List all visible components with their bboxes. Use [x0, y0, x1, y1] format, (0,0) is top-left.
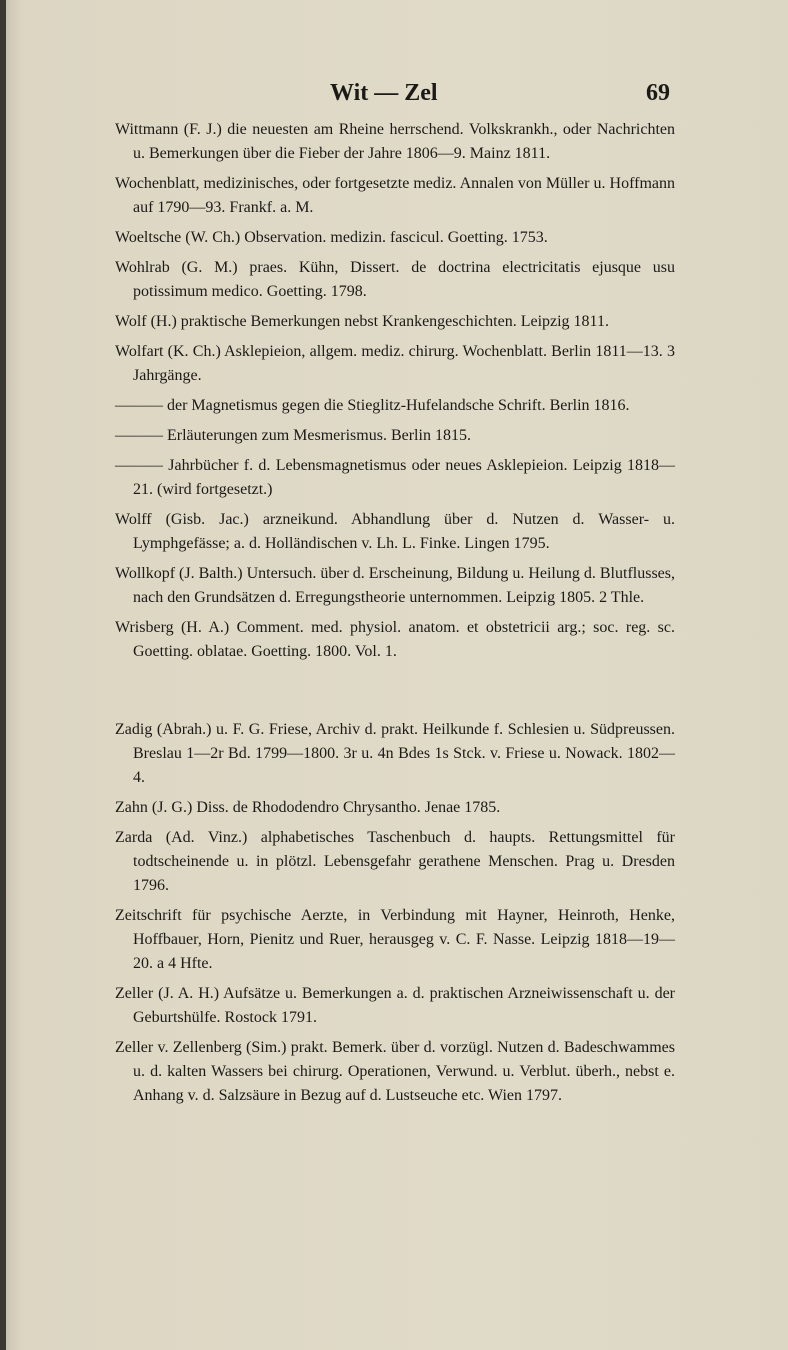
running-header: [0, 80, 788, 110]
bib-entry: Wolff (Gisb. Jac.) arzneikund. Abhandlung über d. Nutzen d. Wasser- u. Lymphgefässe; a. d. Holländischen v. Lh. L. Finke. Lingen 1795.: [115, 511, 675, 552]
bib-entry: Wolfart (K. Ch.) Asklepieion, allgem. mediz. chirurg. Wochenblatt. Berlin 1811—13. 3 Jahrgänge.: [115, 343, 675, 384]
bib-entry: Zahn (J. G.) Diss. de Rhododendro Chrysantho. Jenae 1785.: [115, 799, 501, 816]
bib-entry: ——— der Magnetismus gegen die Stieglitz-Hufelandsche Schrift. Berlin 1816.: [115, 397, 630, 414]
bib-entry: Zadig (Abrah.) u. F. G. Friese, Archiv d. prakt. Heilkunde f. Schlesien u. Südpreussen. Breslau 1—2r Bd. 1799—1800. 3r u. 4n Bdes 1s Stck. v. Friese u. Nowack. 1802—4.: [115, 721, 675, 786]
header-title: Wit — Zel: [330, 80, 438, 106]
section-w: [115, 118, 675, 664]
page-gutter: [0, 0, 6, 1350]
bib-entry: Zeller v. Zellenberg (Sim.) prakt. Bemerk. über d. vorzügl. Nutzen d. Badeschwammes u. d. kalten Wassers bei chirurg. Operationen, Verwund. u. Verblut. überh., nebst e. Anhang v. d. Salzsäure in Bezug auf d. Lustseuche etc. Wien 1797.: [115, 1039, 675, 1104]
section-gap: [115, 670, 675, 718]
page-number: 69: [646, 80, 670, 106]
bib-entry: Zeitschrift für psychische Aerzte, in Verbindung mit Hayner, Heinroth, Henke, Hoffbauer, Horn, Pienitz und Ruer, herausgeg v. C. F. Nasse. Leipzig 1818—19—20. a 4 Hfte.: [115, 907, 675, 972]
bib-entry: Woeltsche (W. Ch.) Observation. medizin. fascicul. Goetting. 1753.: [115, 229, 548, 246]
bib-entry: Wohlrab (G. M.) praes. Kühn, Dissert. de doctrina electricitatis ejusque usu potissimum medico. Goetting. 1798.: [115, 259, 675, 300]
bib-entry: ——— Erläuterungen zum Mesmerismus. Berlin 1815.: [115, 427, 471, 444]
bib-entry: ——— Jahrbücher f. d. Lebensmagnetismus oder neues Asklepieion. Leipzig 1818—21. (wird fortgesetzt.): [115, 457, 675, 498]
bib-entry: Wittmann (F. J.) die neuesten am Rheine herrschend. Volkskrankh., oder Nachrichten u. Bemerkungen über die Fieber der Jahre 1806—9. Mainz 1811.: [115, 121, 675, 162]
section-z: [115, 718, 675, 1108]
bibliography-content: [115, 118, 675, 1114]
bib-entry: Wochenblatt, medizinisches, oder fortgesetzte mediz. Annalen von Müller u. Hoffmann auf 1790—93. Frankf. a. M.: [115, 175, 675, 216]
bib-entry: Zarda (Ad. Vinz.) alphabetisches Taschenbuch d. haupts. Rettungsmittel für todtscheinende u. in plötzl. Lebensgefahr gerathene Menschen. Prag u. Dresden 1796.: [115, 829, 675, 894]
bib-entry: Zeller (J. A. H.) Aufsätze u. Bemerkungen a. d. praktischen Arzneiwissenschaft u. der Geburtshülfe. Rostock 1791.: [115, 985, 675, 1026]
bib-entry: Wolf (H.) praktische Bemerkungen nebst Krankengeschichten. Leipzig 1811.: [115, 313, 609, 330]
bib-entry: Wollkopf (J. Balth.) Untersuch. über d. Erscheinung, Bildung u. Heilung d. Blutflusses, nach den Grundsätzen d. Erregungstheorie unternommen. Leipzig 1805. 2 Thle.: [115, 565, 675, 606]
bib-entry: Wrisberg (H. A.) Comment. med. physiol. anatom. et obstetricii arg.; soc. reg. sc. Goetting. oblatae. Goetting. 1800. Vol. 1.: [115, 619, 675, 660]
